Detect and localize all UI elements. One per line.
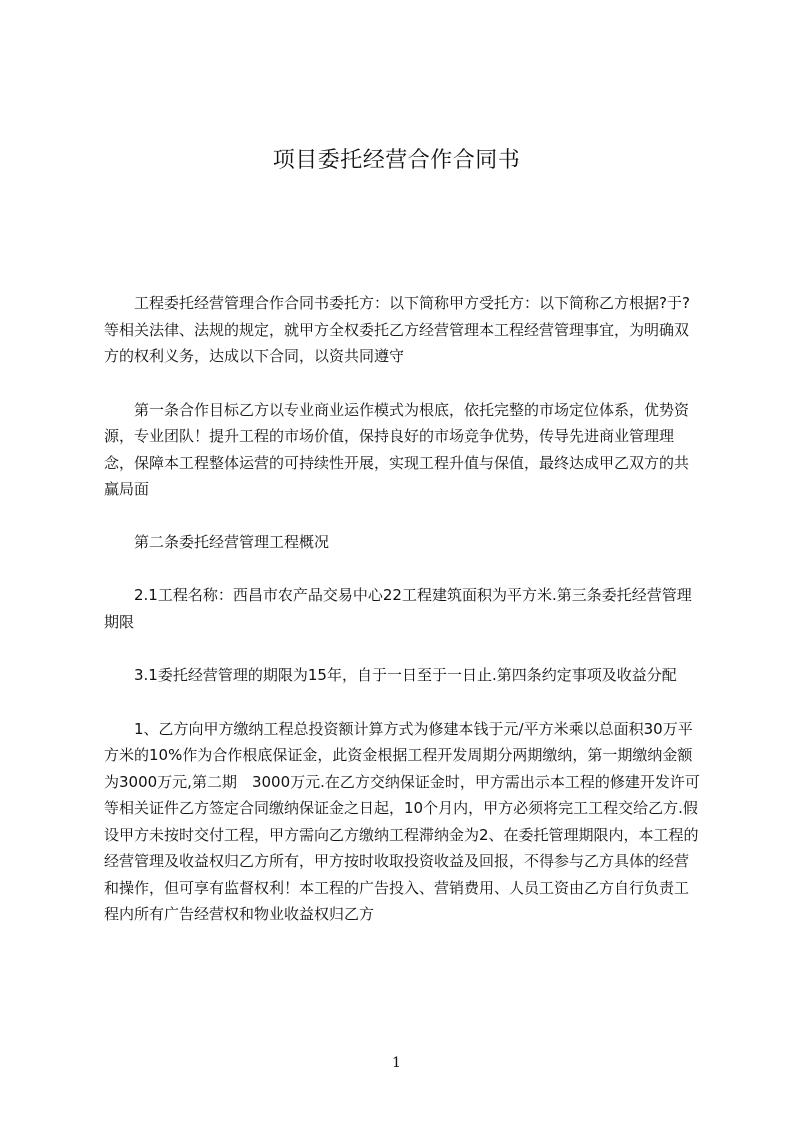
page-number: 1 <box>392 1055 401 1071</box>
paragraph-article-1: 第一条合作目标乙方以专业商业运作模式为根底，依托完整的市场定位体系，优势资源，专业团队！提升工程的市场价值，保持良好的市场竞争优势，传导先进商业管理理念，保障本工程整体运营的可持续性开展，实现工程升值与保值，最终达成甲乙双方的共赢局面 <box>104 400 690 498</box>
paragraph-clause-3-1: 3.1委托经营管理的期限为15年，自于一日至于一日止.第四条约定事项及收益分配 <box>134 666 677 684</box>
paragraph-article-2-heading: 第二条委托经营管理工程概况 <box>134 532 330 551</box>
document-body <box>104 290 702 928</box>
paragraph-clause-2-1: 2.1工程名称：西昌市农产品交易中心22工程建筑面积为平方米.第三条委托经营管理期限 <box>104 586 692 631</box>
paragraph-clause-4-1: 1、乙方向甲方缴纳工程总投资额计算方式为修建本钱于元/平方米乘以总面积30万平方米的10%作为合作根底保证金，此资金根据工程开发周期分两期缴纳，第一期缴纳金额为3000万元,第二期 3000万元.在乙方交纳保证金时，甲方需出示本工程的修建开发许可等相关证件乙方签定合同缴纳保证金之日起，10个月内，甲方必须将完工工程交给乙方.假设甲方未按时交付工程，甲方需向乙方缴纳工程滞纳金为2、在委托管理期限内，本工程的经营管理及收益权归乙方所有，甲方按时收取投资收益及回报，不得参与乙方具体的经营和操作，但可享有监督权利！本工程的广告投入、营销费用、人员工资由乙方自行负责工程内所有广告经营权和物业收益权归乙方 <box>104 719 700 923</box>
document-title: 项目委托经营合作合同书 <box>272 148 521 173</box>
paragraph-preamble: 工程委托经营管理合作合同书委托方：以下简称甲方受托方：以下简称乙方根据?于?等相关法律、法规的规定，就甲方全权委托乙方经营管理本工程经营管理事宜，为明确双方的权利义务，达成以下合同，以资共同遵守 <box>104 294 690 365</box>
